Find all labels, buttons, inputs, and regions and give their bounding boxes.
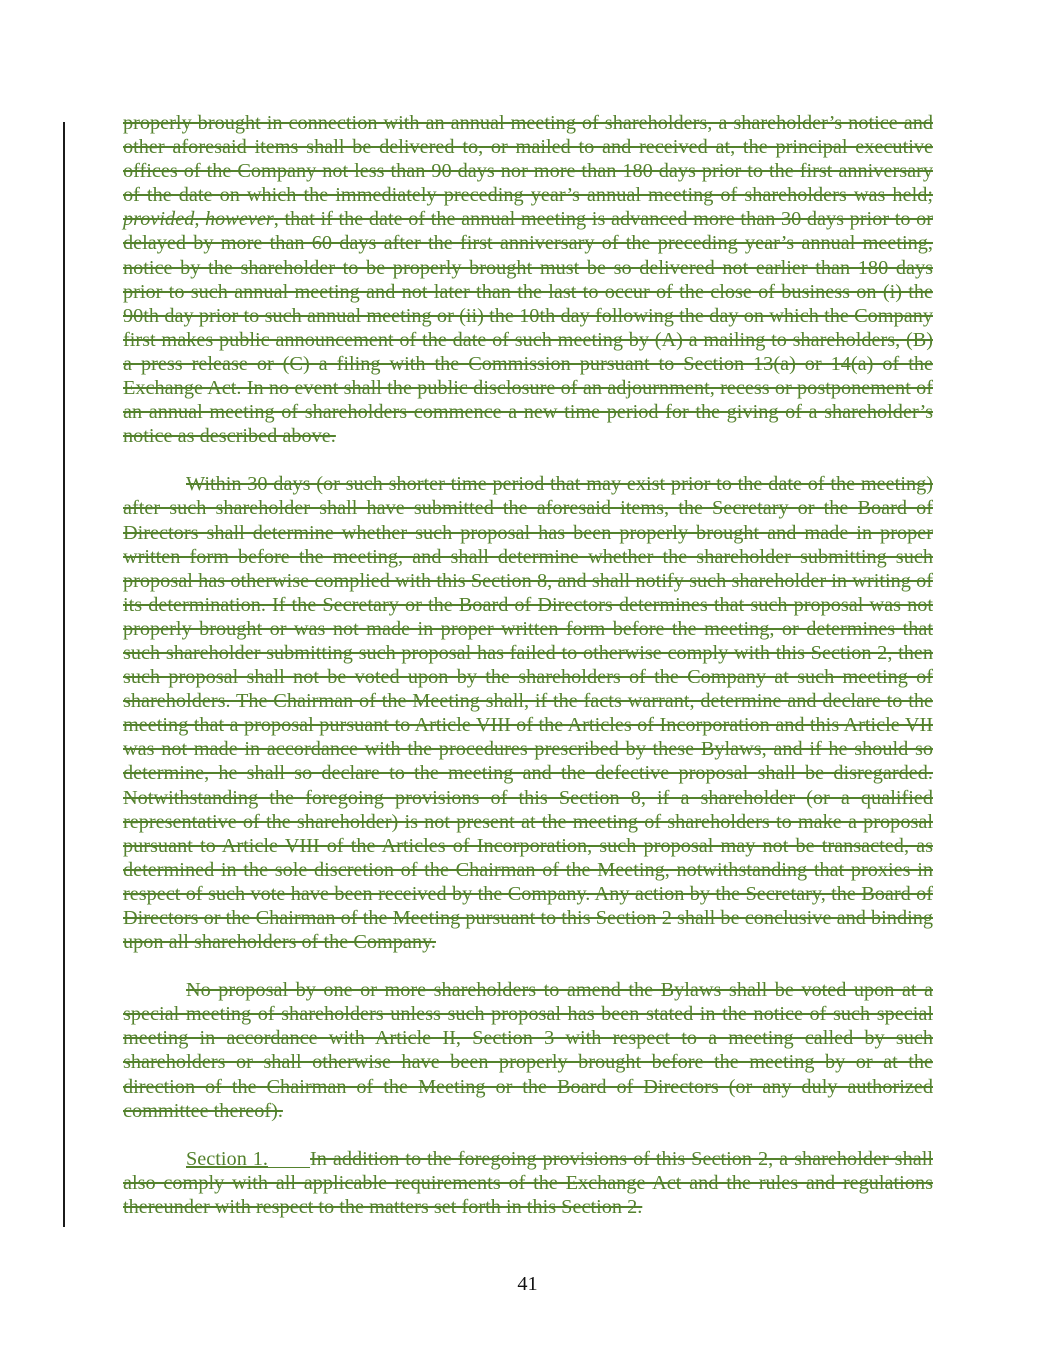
section-1-heading: Section 1. [186,1147,269,1170]
document-body [123,111,933,1243]
page-number: 41 [517,1273,538,1295]
revision-change-bar [63,122,65,1227]
deleted-text: , that if the date of the annual meeting is advanced more than 30 days prior to or delayed by more than 60 days after the first anniversary of the preceding year’s annual meeting, notice by the shareholder to be properly brought must be so delivered not earlier than 180 days prior to such annual meeting and not later than the last to occur of the close of business on (i) the 90th day prior to such annual meeting or (ii) the 10th day following the day on which the Company first makes public announcement of the date of such meeting by (A) a mailing to shareholders, (B) a press release or (C) a filing with the Commission pursuant to Section 13(a) or 14(a) of the Exchange Act. In no event shall the public disclosure of an adjournment, recess or postponement of an annual meeting of shareholders commence a new time period for the giving of a shareholder’s notice as described above. [123,208,933,448]
deleted-text: No proposal by one or more shareholders to amend the Bylaws shall be voted upon at a special meeting of shareholders unless such proposal has been stated in the notice of such special meeting in accordance with Article II, Section 3 with respect to a meeting called by such shareholders or shall otherwise have been properly brought before the meeting by or at the direction of the Chairman of the Meeting or the Board of Directors (or any duly authorized committee thereof). [123,979,933,1122]
deleted-paragraph-proposal-determination [123,472,933,954]
underlined-tab-space [268,1149,310,1168]
deleted-text: properly brought in connection with an annual meeting of shareholders, a shareholder’s notice and other aforesaid items shall be delivered to, or mailed to and received at, the principal executive offices of the Company not less than 90 days nor more than 180 days prior to the first anniversary of the date on which the immediately preceding year’s annual meeting of shareholders was held; [123,112,933,207]
deleted-paragraph-annual-meeting-notice [123,111,933,448]
deleted-text: In addition to the foregoing provisions of this Section 2, a shareholder shall also comply with all applicable requirements of the Exchange Act and the rules and regulations thereunder with respect to the matters set forth in this Section 2. [123,1147,933,1218]
deleted-text: Within 30 days (or such shorter time period that may exist prior to the date of the meeting) after such shareholder shall have submitted the aforesaid items, the Secretary or the Board of Directors shall determine whether such proposal has been properly brought and made in proper written form before the meeting, and shall determine whether the shareholder submitting such proposal has otherwise complied with this Section 8, and shall notify such shareholder in writing of its determination. If the Secretary or the Board of Directors determines that such proposal was not properly brought or was not made in proper written form before the meeting, or determines that such shareholder submitting such proposal has failed to otherwise comply with this Section 2, then such proposal shall not be voted upon by the shareholders of the Company at such meeting of shareholders. The Chairman of the Meeting shall, if the facts warrant, determine and declare to the meeting that a proposal pursuant to Article VIII of the Articles of Incorporation and this Article VII was not made in accordance with the procedures prescribed by these Bylaws, and if he should so determine, he shall so declare to the meeting and the defective proposal shall be disregarded. Notwithstanding the foregoing provisions of this Section 8, if a shareholder (or a qualified representative of the shareholder) is not present at the meeting of shareholders to make a proposal pursuant to Article VIII of the Articles of Incorporation, such proposal may not be transacted, as determined in the sole discretion of the Chairman of the Meeting, notwithstanding that proxies in respect of such vote have been received by the Company. Any action by the Secretary, the Board of Directors or the Chairman of the Meeting pursuant to this Section 2 shall be conclusive and binding upon all shareholders of the Company. [123,473,933,954]
deleted-text-italic: provided, however [123,208,274,231]
section-1-paragraph [123,1147,933,1219]
deleted-paragraph-special-meeting-amendment [123,978,933,1123]
